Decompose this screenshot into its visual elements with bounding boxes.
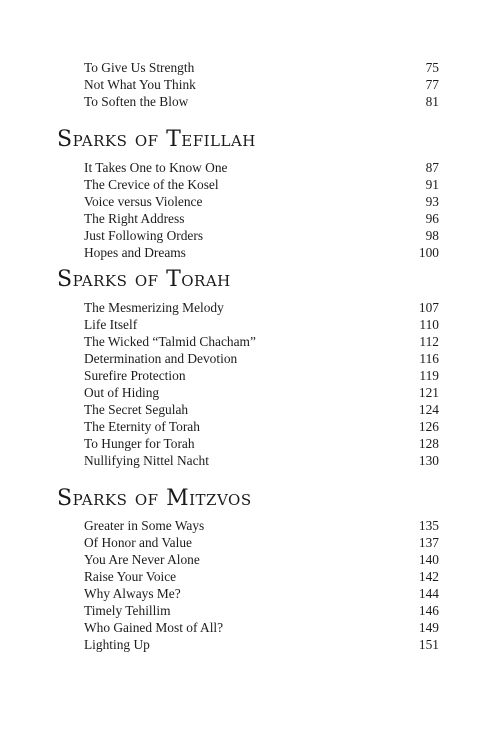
toc-entry-page: 137 [418,535,439,550]
toc-entry [84,517,439,534]
toc-entry-page: 77 [425,77,439,92]
toc-entry-title: Voice versus Violence [84,194,203,209]
toc-entry-title: The Crevice of the Kosel [84,177,219,192]
toc-entry-page: 142 [418,569,439,584]
toc-entry-page: 93 [425,194,439,209]
toc-entry-page: 112 [419,334,439,349]
toc-entry-title: Just Following Orders [84,228,204,243]
toc-entry-title: The Right Address [84,211,185,226]
toc-entry-title: Hopes and Dreams [84,245,186,260]
toc-entry-title: It Takes One to Know One [84,160,228,175]
toc-entry-title: Greater in Some Ways [84,518,205,533]
toc-entry-page: 96 [425,211,439,226]
toc-entry-title: To Soften the Blow [84,94,189,109]
toc-entry-page: 130 [418,453,439,468]
toc-entry-title: Lighting Up [84,637,150,652]
toc-entry [84,435,439,452]
toc-entry-title: Of Honor and Value [84,535,192,550]
toc-entry [84,159,439,176]
toc-entry-page: 100 [418,245,439,260]
toc-entry-page: 121 [418,385,439,400]
toc-entry-page: 124 [418,402,439,417]
toc-entry-page: 87 [425,160,439,175]
toc-entry [84,299,439,316]
toc-entry [84,244,439,261]
toc-entry-page: 107 [418,300,439,315]
toc-entry-title: The Mesmerizing Melody [84,300,224,315]
toc-entry-page: 128 [418,436,439,451]
toc-entry [84,636,439,653]
toc-entry [84,350,439,367]
toc-entry [84,227,439,244]
toc-entry [84,93,439,110]
toc-entry-page: 146 [418,603,439,618]
toc-entry [84,551,439,568]
toc-entry [84,316,439,333]
toc-entry-page: 98 [425,228,439,243]
toc-entry [84,534,439,551]
section-heading: Sparks of Mitzvos [57,486,252,511]
toc-entry-title: Nullifying Nittel Nacht [84,453,209,468]
toc-entry-title: Out of Hiding [84,385,160,400]
toc-entry-page: 75 [425,60,439,75]
toc-entry [84,452,439,469]
toc-entry-title: Timely Tehillim [84,603,171,618]
toc-entry [84,59,439,76]
toc-entry-title: Raise Your Voice [84,569,177,584]
toc-entry-title: Not What You Think [84,77,196,92]
section-heading: Sparks of Torah [57,267,231,292]
toc-entry [84,176,439,193]
toc-entry-page: 135 [418,518,439,533]
toc-entry-page: 110 [419,317,439,332]
toc-entry-page: 151 [418,637,439,652]
toc-entry-page: 126 [418,419,439,434]
toc-entry [84,602,439,619]
toc-entry-title: You Are Never Alone [84,552,200,567]
toc-entry-title: The Eternity of Torah [84,419,200,434]
toc-entry [84,568,439,585]
toc-entry-title: Life Itself [84,317,138,332]
section-heading: Sparks of Tefillah [57,127,256,152]
toc-entry [84,333,439,350]
toc-entry-title: Who Gained Most of All? [84,620,224,635]
toc-entry-page: 119 [419,368,439,383]
toc-entry-page: 91 [425,177,439,192]
toc-entry-title: Surefire Protection [84,368,186,383]
toc-entry-title: To Give Us Strength [84,60,195,75]
toc-entry [84,76,439,93]
toc-entry-page: 144 [418,586,439,601]
toc-entry-title: Why Always Me? [84,586,181,601]
toc-entry-page: 140 [418,552,439,567]
toc-entry-page: 81 [425,94,439,109]
toc-entry [84,585,439,602]
toc-entry [84,193,439,210]
toc-entry-page: 149 [418,620,439,635]
toc-entry-title: Determination and Devotion [84,351,238,366]
toc-entry [84,418,439,435]
toc-entry [84,384,439,401]
toc-entry [84,210,439,227]
toc-entry [84,619,439,636]
toc-entry-title: To Hunger for Torah [84,436,195,451]
toc-entry-title: The Secret Segulah [84,402,189,417]
toc-entry-title: The Wicked “Talmid Chacham” [84,334,256,349]
toc-entry [84,367,439,384]
toc-entry-page: 116 [419,351,439,366]
toc-entry [84,401,439,418]
